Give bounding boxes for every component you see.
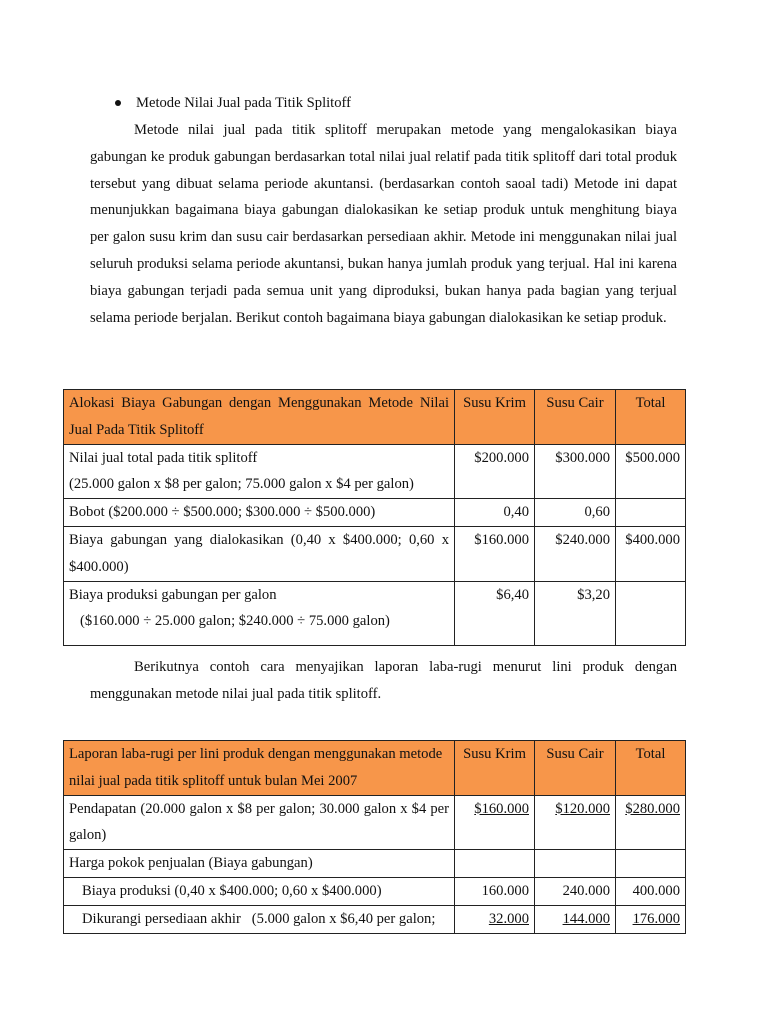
row-label: Harga pokok penjualan (Biaya gabungan): [64, 850, 455, 878]
cell-susu-cair: [535, 905, 616, 933]
cell-total: [616, 795, 686, 850]
col-header-susu-krim: Susu Krim: [455, 741, 535, 796]
cell-total: [616, 850, 686, 878]
cell-susu-krim: [455, 850, 535, 878]
cell-total: [616, 581, 686, 645]
row-label-detail: ($160.000 ÷ 25.000 galon; $240.000 ÷ 75.000 galon): [80, 613, 390, 630]
section-title: Metode Nilai Jual pada Titik Splitoff: [136, 95, 351, 111]
row-label: Bobot ($200.000 ÷ $500.000; $300.000 ÷ $500.000): [64, 499, 455, 527]
cell-value: 32.000: [488, 910, 529, 927]
cell-susu-krim: [455, 795, 535, 850]
table-row: [64, 499, 686, 527]
row-label-text: Biaya produksi gabungan per galon: [69, 586, 277, 603]
cell-total: [616, 905, 686, 933]
table-row: [64, 877, 686, 905]
cell-susu-krim: $6,40: [455, 581, 535, 645]
cell-susu-cair: 240.000: [535, 877, 616, 905]
cell-total: 400.000: [616, 877, 686, 905]
cell-susu-cair: $3,20: [535, 581, 616, 645]
cell-susu-krim: $160.000: [455, 526, 535, 581]
col-header-susu-cair: Susu Cair: [535, 390, 616, 445]
row-label-detail: (25.000 galon x $8 per galon; 75.000 galon x $4 per galon): [69, 476, 414, 493]
cell-value: $160.000: [474, 800, 529, 817]
table-title: Alokasi Biaya Gabungan dengan Menggunakan Metode Nilai Jual Pada Titik Splitoff: [64, 390, 455, 445]
cell-susu-cair: $240.000: [535, 526, 616, 581]
row-label-text: Nilai jual total pada titik splitoff: [69, 449, 258, 466]
cell-value: $120.000: [555, 800, 610, 817]
income-statement-table: [63, 740, 686, 934]
table-header-row: [64, 741, 686, 796]
col-header-susu-krim: Susu Krim: [455, 390, 535, 445]
row-label: Biaya produksi (0,40 x $400.000; 0,60 x $400.000): [64, 877, 455, 905]
table-row: [64, 795, 686, 850]
row-label: Dikurangi persediaan akhir (5.000 galon x $6,40 per galon;: [64, 905, 455, 933]
row-label: [64, 581, 455, 645]
table-row: [64, 905, 686, 933]
cell-susu-cair: $300.000: [535, 444, 616, 499]
bullet-icon: [115, 100, 121, 106]
cell-susu-krim: 160.000: [455, 877, 535, 905]
table-row: [64, 581, 686, 645]
row-label: Biaya gabungan yang dialokasikan (0,40 x $400.000; 0,60 x $400.000): [64, 526, 455, 581]
col-header-total: Total: [616, 390, 686, 445]
cell-susu-cair: 0,60: [535, 499, 616, 527]
cell-susu-cair: [535, 850, 616, 878]
col-header-susu-cair: Susu Cair: [535, 741, 616, 796]
cell-susu-krim: [455, 905, 535, 933]
table-header-row: [64, 390, 686, 445]
cell-value: $280.000: [625, 800, 680, 817]
table-row: [64, 850, 686, 878]
table-row: [64, 526, 686, 581]
cell-total: $400.000: [616, 526, 686, 581]
cell-value: 176.000: [632, 910, 680, 927]
col-header-total: Total: [616, 741, 686, 796]
row-label: [64, 444, 455, 499]
cell-value: 144.000: [562, 910, 610, 927]
row-label: Pendapatan (20.000 galon x $8 per galon; 30.000 galon x $4 per galon): [64, 795, 455, 850]
cell-total: [616, 499, 686, 527]
cell-total: $500.000: [616, 444, 686, 499]
cell-susu-cair: [535, 795, 616, 850]
cell-susu-krim: 0,40: [455, 499, 535, 527]
table-title: Laporan laba-rugi per lini produk dengan menggunakan metode nilai jual pada titik splitoff untuk bulan Mei 2007: [64, 741, 455, 796]
joint-cost-allocation-table: [63, 389, 686, 646]
table-row: [64, 444, 686, 499]
transition-paragraph: Berikutnya contoh cara menyajikan laporan laba-rugi menurut lini produk dengan menggunakan metode nilai jual pada titik splitoff.: [90, 659, 677, 702]
intro-paragraph: Metode nilai jual pada titik splitoff merupakan metode yang mengalokasikan biaya gabungan ke produk gabungan berdasarkan total nilai jual relatif pada titik splitoff dari total produk tersebut yang dibuat selama periode akuntansi. (berdasarkan contoh saoal tadi) Metode ini dapat menunjukkan bagaimana biaya gabungan dialokasikan ke setiap produk untuk menghitung biaya per galon susu krim dan susu cair berdasarkan persediaan akhir. Metode ini menggunakan nilai jual seluruh produksi selama periode akuntansi, bukan hanya jumlah produk yang terjual. Hal ini karena biaya gabungan terjadi pada semua unit yang diproduksi, bukan hanya pada bagian yang terjual selama periode berjalan. Berikut contoh bagaimana biaya gabungan dialokasikan ke setiap produk.: [90, 122, 677, 326]
cell-susu-krim: $200.000: [455, 444, 535, 499]
